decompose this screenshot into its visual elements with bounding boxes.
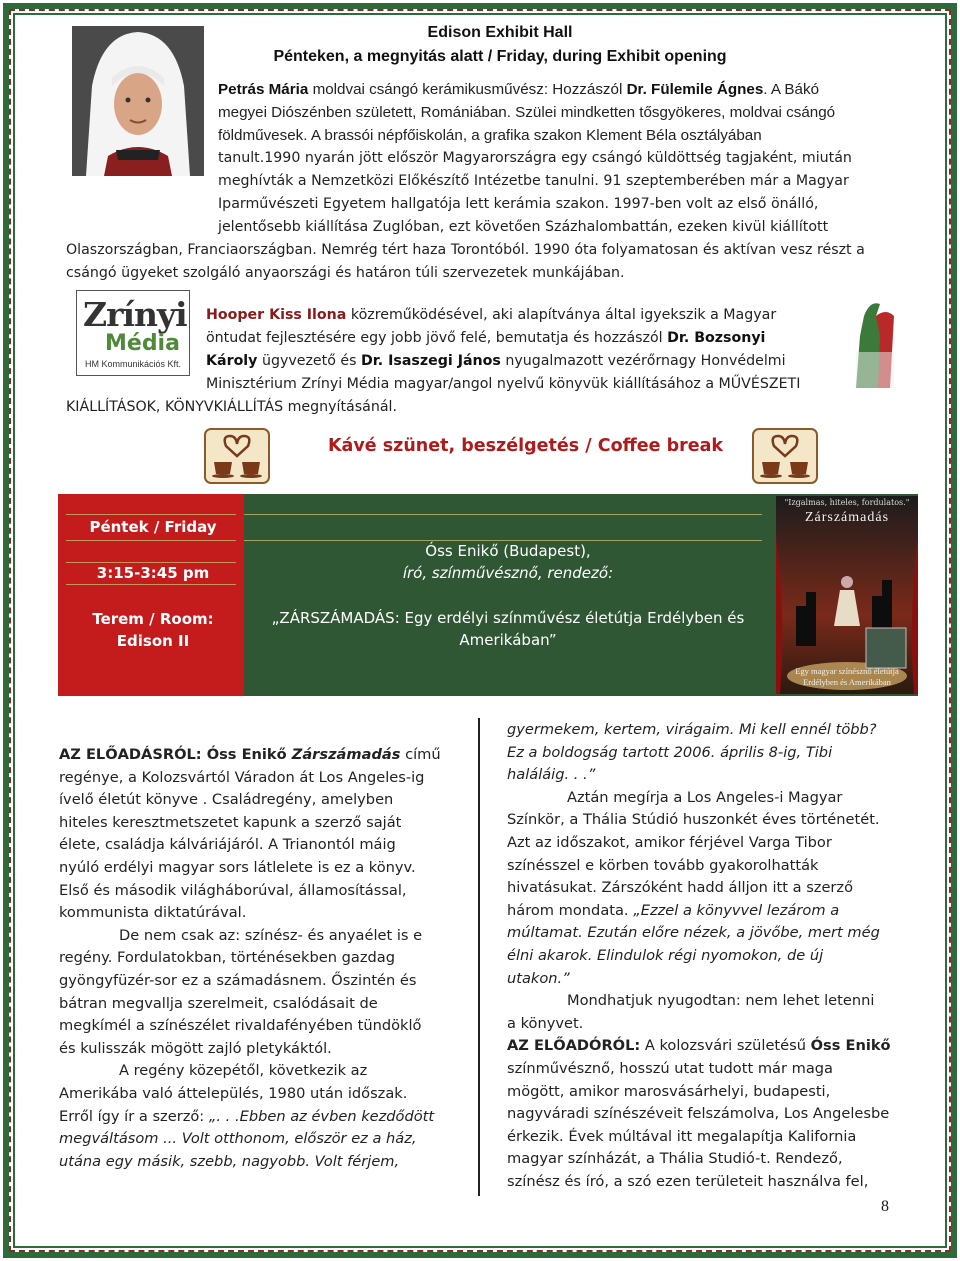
- person-name: Dr. Bozsonyi: [667, 330, 766, 346]
- text-span: három mondata.: [507, 901, 634, 919]
- text-line: regénye, a Kolozsvártól Váradon át Los Angeles-ig: [59, 768, 425, 786]
- zrinyi-paragraph-end: KIÁLLÍTÁSOK, KÖNYVKIÁLLÍTÁS megnyításánál.: [66, 399, 397, 415]
- text-span: A kolozsvári születésű: [640, 1037, 811, 1055]
- person-name: Óss Enikő: [810, 1037, 891, 1055]
- text-line: Első és második világháborúval, államosítással,: [59, 881, 407, 899]
- text-span: moldvai csángó kerámikusművész: Hozzászól: [308, 81, 627, 98]
- coffee-cups-icon: [204, 428, 270, 484]
- text-line: Olaszországban, Franciaországban. Nemrég tért haza Torontóból. 1990 óta folyamatosan és aktívan vesz részt a: [66, 242, 865, 258]
- text-line: a könyvet.: [507, 1014, 584, 1032]
- session-room-label: Terem / Room:: [92, 610, 214, 628]
- text-line: érkezik. Évek múltával itt megalapítja Kalifornia: [507, 1127, 857, 1145]
- text-span: . A Bákó: [763, 81, 820, 98]
- right-column-text: [507, 719, 917, 1193]
- text-span: ügyvezető és: [257, 353, 362, 369]
- text-line: színésszel e körben tovább gyakorolhatták: [507, 856, 819, 874]
- book-subtitle: Egy magyar színésznő életútja: [795, 666, 899, 676]
- artist-name: Petrás Mária: [218, 81, 309, 98]
- soldier-emblem: [850, 296, 900, 388]
- text-line: megkímél a színészélet rivaldafényében tündöklő: [59, 1017, 422, 1035]
- text-line: és kulisszák mögött zajló pletykáktól.: [59, 1039, 332, 1057]
- quote-italic: múltamat. Ezután előre nézek, a jövőbe, mert még: [507, 924, 880, 942]
- left-column-text: [59, 744, 469, 1173]
- quote-italic: megváltásom ... Volt otthonom, először ez a ház,: [59, 1130, 417, 1148]
- text-line: földművesek. A brassói népfőiskolán, a grafika szakon Klement Béla osztályában: [218, 127, 762, 144]
- column-divider: [478, 718, 480, 1196]
- commenter-name: Dr. Fülemile Ágnes: [626, 81, 764, 98]
- text-line: Iparművészeti Egyetem hallgatója lett kerámia szakon. 1997-ben volt az első önálló,: [218, 196, 819, 212]
- portrait-photo: [72, 26, 204, 176]
- text-line: csángó ügyeket szolgáló anyaországi és határon túli szervezetek munkájában.: [66, 265, 625, 281]
- text-line: Minisztérium Zrínyi Média magyar/angol nyelvű könyvük kiállításához a MŰVÉSZETI: [206, 376, 801, 392]
- event-location: Edison Exhibit Hall: [427, 24, 573, 41]
- book-tagline: "Izgalmas, hiteles, fordulatos.": [784, 498, 910, 507]
- person-name: Károly: [206, 353, 258, 369]
- quote-italic: „. . .Ebben az évben kezdődött: [208, 1107, 435, 1125]
- text-span: öntudat fejlesztésére egy jobb jövő felé, bemutatja és hozzászól: [206, 330, 668, 346]
- book-title: Zárszámadás: [804, 510, 890, 525]
- text-line: élete, családja kálváriájáról. A Trianontól máig: [59, 836, 396, 854]
- book-subtitle: Erdélyben és Amerikában: [803, 677, 891, 687]
- session-day: Péntek / Friday: [89, 518, 217, 536]
- text-line: gyöngyfüzér-sor ez a számadásnem. Őszintén és: [59, 971, 417, 989]
- talk-title-line1: „ZÁRSZÁMADÁS: Egy erdélyi színművész életútja Erdélyben és: [271, 609, 745, 627]
- event-time: Pénteken, a megnyitás alatt / Friday, during Exhibit opening: [273, 48, 727, 65]
- book-cover-image: [776, 496, 918, 694]
- text-line: bátran megvallja szerelmeit, csalódásait de: [59, 994, 378, 1012]
- talk-title-line2: Amerikában”: [459, 631, 557, 649]
- text-line: Azt az időszakot, amikor férjével Varga Tibor: [507, 833, 832, 851]
- text-line: Színkör, a Thália Stúdió huszonkét éves történetét.: [507, 811, 880, 829]
- text-line: A regény közepétől, következik az: [119, 1062, 368, 1080]
- text-line: tanult.1990 nyarán jött először Magyarországra egy csángó küldöttség tagjaként, miután: [218, 150, 852, 166]
- quote-italic: haláláig. . .”: [507, 766, 596, 784]
- logo-text: Zrínyi: [83, 295, 187, 334]
- zrinyi-media-logo: [76, 290, 190, 376]
- speaker-name: Óss Enikő (Budapest),: [425, 542, 591, 560]
- zrinyi-paragraph: [206, 304, 856, 396]
- section-label: AZ ELŐADÓRÓL:: [507, 1037, 641, 1055]
- session-time: 3:15-3:45 pm: [96, 564, 210, 582]
- book-title-italic: Zárszámadás: [291, 746, 401, 763]
- speaker-role: író, színművésznő, rendező:: [402, 564, 614, 582]
- text-line: magyar színházát, a Thália Studió-t. Rendező,: [507, 1150, 843, 1168]
- text-line: De nem csak az: színész- és anyaélet is e: [119, 926, 423, 944]
- text-line: mögött, amikor marosvásárhelyi, budapesti,: [507, 1082, 831, 1100]
- coffee-break-title: Kávé szünet, beszélgetés / Coffee break: [328, 436, 724, 456]
- petras-paragraph-bottom: [66, 239, 926, 285]
- quote-italic: élni akarok. Elindulok régi nyomokon, de új: [507, 946, 824, 964]
- text-line: kommunista diktatúrával.: [59, 904, 247, 922]
- text-line: Mondhatjuk nyugodtan: nem lehet letenni: [567, 992, 875, 1010]
- text-line: hivatásukat. Zárszóként hadd álljon itt a szerző: [507, 879, 854, 897]
- section-label: AZ ELŐADÁSRÓL: Óss Enikő: [59, 746, 292, 763]
- logo-text: HM Kommunikációs Kft.: [85, 359, 182, 369]
- petras-paragraph-top: [218, 78, 918, 239]
- text-line: nyúló erdélyi magyar sors látlelete is ez a könyv.: [59, 858, 416, 876]
- text-line: színész és író, a szó ezen területeit használva fel,: [507, 1172, 869, 1190]
- text-span: Erről így ír a szerző:: [59, 1107, 209, 1125]
- coffee-cups-icon: [752, 428, 818, 484]
- quote-italic: utakon.”: [507, 969, 570, 987]
- text-line: Aztán megírja a Los Angeles-i Magyar: [567, 788, 843, 806]
- page-number: 8: [881, 1198, 889, 1215]
- text-line: nagyváradi színészéveit felszámolva, Los Angelesbe: [507, 1105, 890, 1123]
- text-span: című: [400, 746, 441, 763]
- text-line: meghívták a Nemzetközi Előkészítő Intézetbe tanulni. 91 szeptemberében már a Magyar: [218, 173, 849, 189]
- text-line: színművésznő, hosszú utat tudott már maga: [507, 1059, 833, 1077]
- text-line: hiteles keresztmetszetet kapunk a szerző saját: [59, 813, 402, 831]
- text-span: közreműködésével, aki alapítványa által igyekszik a Magyar: [346, 307, 777, 323]
- text-line: jelentősebb kiállítása Zuglóban, ezt követően Százhalombattán, ezeken kivül kiállított: [218, 219, 829, 235]
- text-line: megyei Diószénben született, Romániában. Szülei mindketten tősgyökeres, moldvai csángó: [218, 104, 836, 121]
- quote-italic: gyermekem, kertem, virágaim. Mi kell ennél több?: [507, 721, 877, 738]
- quote-italic: „Ezzel a könyvvel lezárom a: [633, 901, 840, 919]
- person-name: Hooper Kiss Ilona: [206, 307, 347, 323]
- text-line: regény. Fordulatokban, történésekben gazdag: [59, 949, 395, 967]
- text-line: Amerikába való áttelepülés, 1980 után időszak.: [59, 1084, 408, 1102]
- text-span: nyugalmazott vezérőrnagy Honvédelmi: [500, 353, 786, 369]
- text-line: ívelő életút könyve . Családregény, amelyben: [59, 791, 394, 809]
- quote-italic: utána egy másik, szebb, nagyobb. Volt férjem,: [59, 1152, 400, 1170]
- person-name: Dr. Isaszegi János: [361, 353, 501, 369]
- logo-text: Média: [105, 331, 180, 356]
- session-room: Edison II: [116, 632, 190, 650]
- quote-italic: Ez a boldogság tartott 2006. április 8-ig, Tibi: [507, 743, 833, 761]
